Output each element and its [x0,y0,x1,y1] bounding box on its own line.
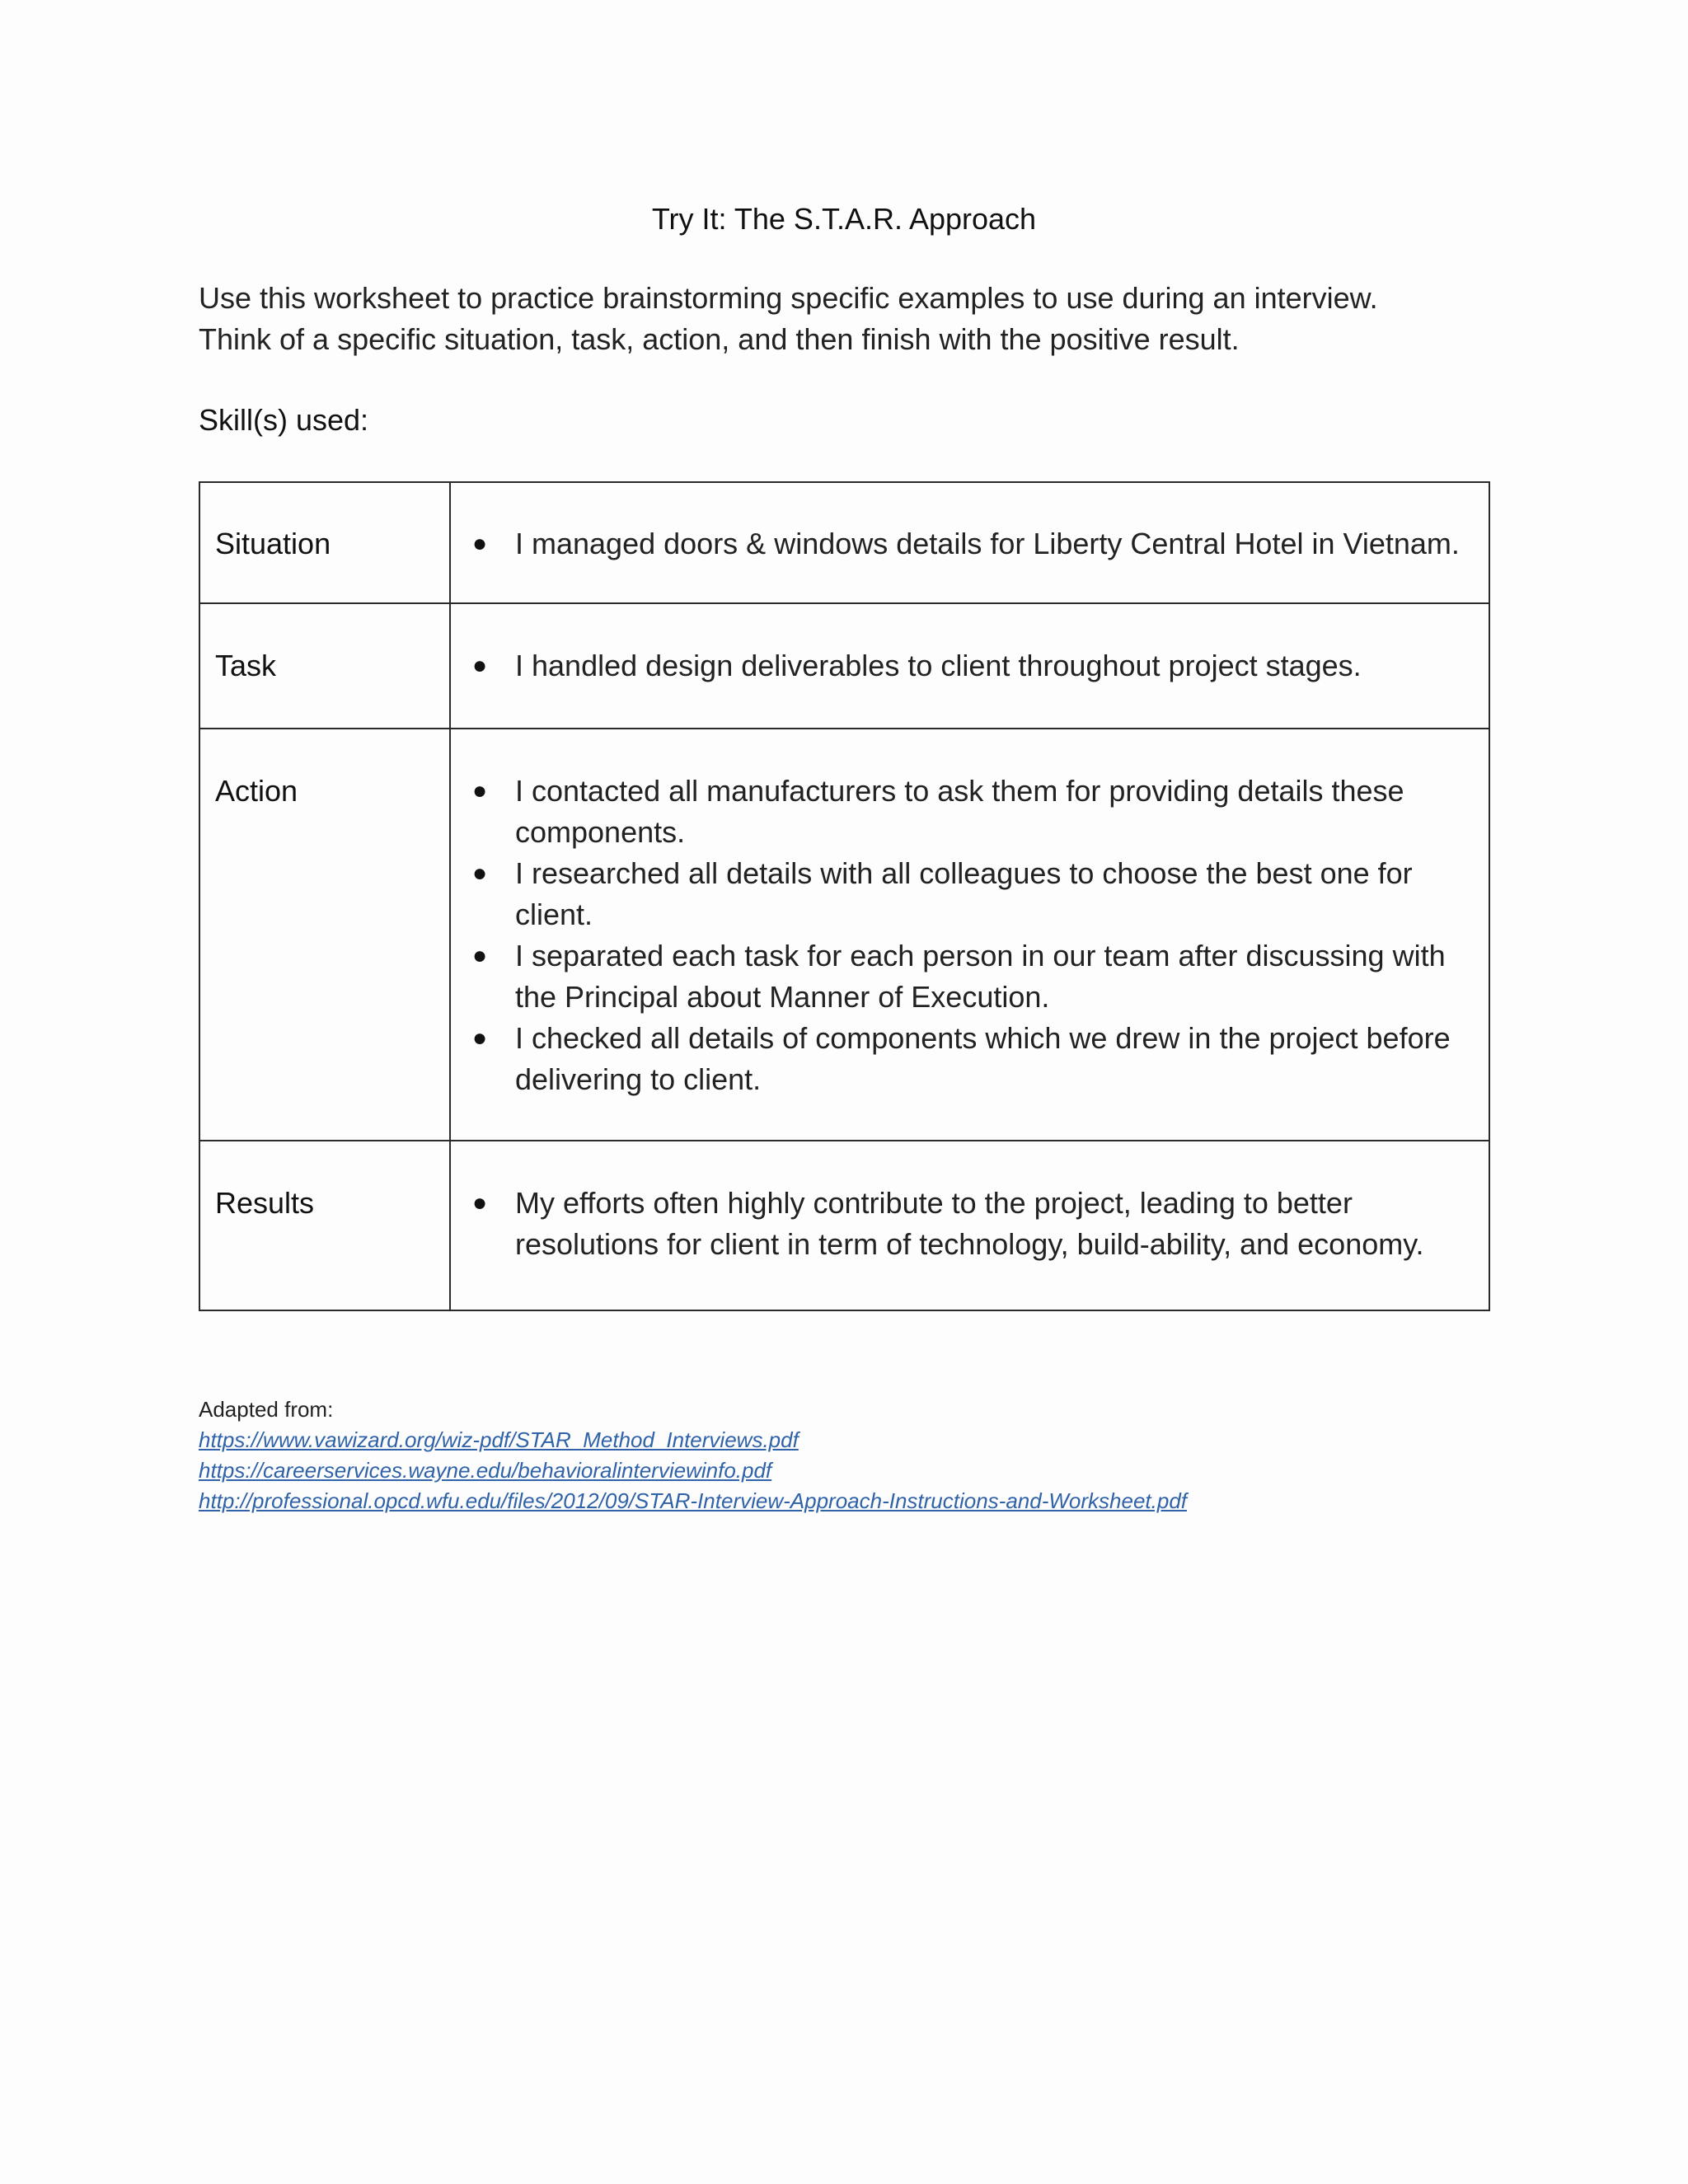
source-link[interactable]: https://www.vawizard.org/wiz-pdf/STAR_Method_Interviews.pdf [199,1427,799,1452]
row-content-action [450,729,1489,1141]
bullet-list [451,523,1489,565]
row-content-situation [450,482,1489,603]
row-content-results [450,1141,1489,1310]
intro-line: Use this worksheet to practice brainstorming specific examples to use during an interview. [199,281,1378,315]
bullet-item [451,771,1464,853]
row-label-results: Results [199,1141,450,1310]
star-row-situation [199,482,1489,603]
bullet-icon: ● [471,860,488,887]
star-row-action [199,729,1489,1141]
bullet-item [451,853,1464,935]
star-row-results [199,1141,1489,1310]
adapted-from-label: Adapted from: [199,1397,334,1422]
star-row-task [199,603,1489,729]
bullet-icon: ● [471,530,488,557]
source-link[interactable]: http://professional.opcd.wfu.edu/files/2012/09/STAR-Interview-Approach-Instructions-and-Worksheet.pdf [199,1488,1188,1513]
bullet-icon: ● [471,942,488,969]
skills-used-label: Skill(s) used: [199,403,369,437]
page-title: Try It: The S.T.A.R. Approach [651,202,1037,236]
bullet-icon: ● [471,1189,488,1216]
bullet-item [451,935,1464,1018]
bullet-item [451,1018,1464,1100]
bullet-list [451,645,1489,687]
row-label-action: Action [199,729,450,1141]
intro-line: Think of a specific situation, task, action, and then finish with the positive result. [199,322,1240,356]
bullet-item [451,1183,1464,1265]
bullet-item [451,523,1464,565]
bullet-text: I managed doors & windows details for Liberty Central Hotel in Vietnam. [515,527,1460,560]
row-label-task: Task [199,603,450,729]
bullet-item [451,645,1464,687]
bullet-text: My efforts often highly contribute to the project, leading to better resolutions for client in term of technology, build-ability, and economy. [515,1186,1424,1261]
bullet-text: I handled design deliverables to client throughout project stages. [515,649,1362,682]
bullet-list [451,1183,1489,1265]
row-content-task [450,603,1489,729]
bullet-text: I checked all details of components which we drew in the project before delivering to client. [515,1021,1451,1096]
intro-paragraph [199,278,1517,360]
bullet-icon: ● [471,652,488,679]
bullet-list [451,771,1489,1100]
bullet-text: I contacted all manufacturers to ask them for providing details these components. [515,774,1404,849]
adapted-from-section [199,1394,1187,1516]
star-table [199,481,1490,1311]
bullet-text: I separated each task for each person in our team after discussing with the Principal about Manner of Execution. [515,939,1446,1014]
bullet-text: I researched all details with all colleagues to choose the best one for client. [515,856,1413,931]
bullet-icon: ● [471,777,488,804]
bullet-icon: ● [471,1024,488,1052]
source-link[interactable]: https://careerservices.wayne.edu/behavioralinterviewinfo.pdf [199,1458,772,1483]
row-label-situation: Situation [199,482,450,603]
